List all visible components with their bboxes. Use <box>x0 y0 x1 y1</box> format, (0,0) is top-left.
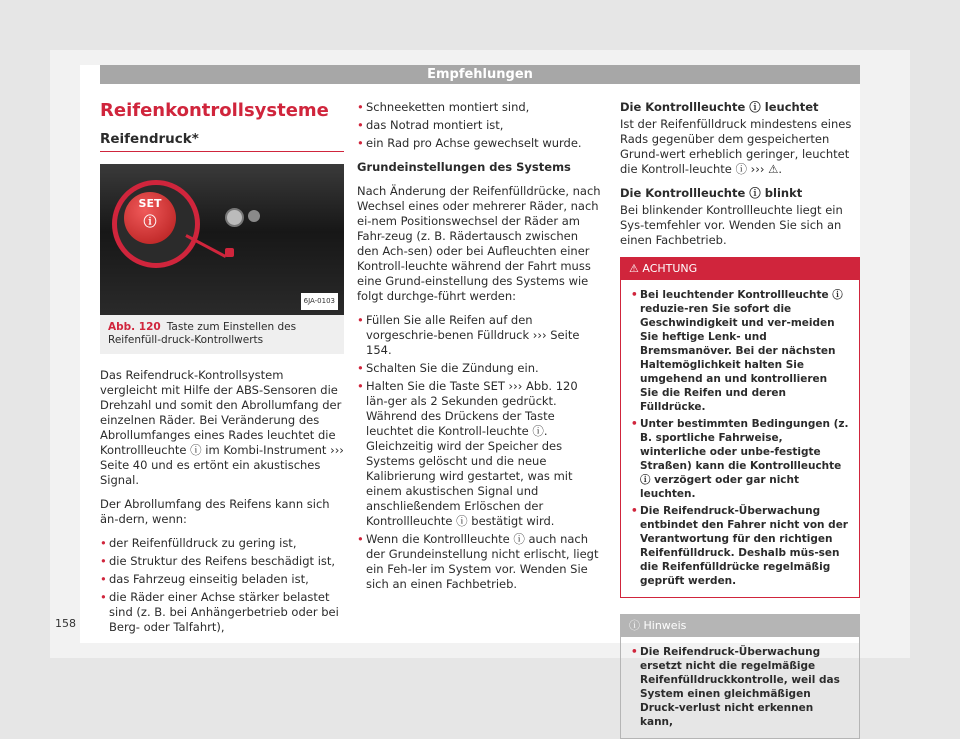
list-item: • Die Reifendruck-Überwachung entbindet den Fahrer nicht von der Verantwortung für den richtigen Reifenfülldruck. Deshalb müs-sen die Reifenfülldrücke regelmäßig geprüft werden. <box>631 504 849 588</box>
list-item: • Schneeketten montiert sind, <box>357 100 601 115</box>
figure-number: Abb. 120 <box>108 321 161 333</box>
tire-pressure-icon: ⓘ <box>143 215 157 230</box>
paragraph: Das Reifendruck-Kontrollsystem vergleicht mit Hilfe der ABS-Sensoren die Drehzahl und somit den Abrollumfang der einzelnen Räder. Bei Veränderung des Abrollumfanges eines Rades leuchtet die Kontrollleuchte ⓘ im Kombi-Instrument ››› Seite 40 und es ertönt ein akustisches Signal. <box>100 368 344 487</box>
console-knob <box>225 208 244 227</box>
note-title: Hinweis <box>643 619 687 632</box>
bullet-list <box>631 645 849 729</box>
section-subtitle: Reifendruck* <box>100 132 344 152</box>
bullet-list <box>100 536 344 635</box>
list-item: • Halten Sie die Taste SET ››› Abb. 120 län-ger als 2 Sekunden gedrückt. Während des Drückens der Taste leuchtet die Kontroll-leuchte ⓘ. Gleichzeitig wird der Speicher des Systems gelöscht und die neue Kalibrierung wird gestartet, was mit einem akustischen Signal und anschließendem Erlöschen der Kontrollleuchte ⓘ bestätigt wird. <box>357 379 601 529</box>
list-item: • die Struktur des Reifens beschädigt ist, <box>100 554 344 569</box>
column-2 <box>357 100 601 601</box>
figure-caption-text: Taste zum Einstellen des Reifenfüll-druck-Kontrollwerts <box>108 321 297 346</box>
column-3 <box>620 100 860 739</box>
bullet-list <box>357 100 601 151</box>
section-header: Empfehlungen <box>100 65 860 84</box>
set-button-label: SET <box>138 197 162 210</box>
list-item: • Bei leuchtender Kontrollleuchte ⓘ reduzie-ren Sie sofort die Geschwindigkeit und ver-meiden Sie heftige Lenk- und Bremsmanöver. Bei der nächsten Haltemöglichkeit halten Sie umgehend an und kontrollieren Sie die Reifen und deren Fülldrücke. <box>631 288 849 414</box>
list-item: • Die Reifendruck-Überwachung ersetzt nicht die regelmäßige Reifenfülldruckkontrolle, weil das System einen gleichmäßigen Druck-verlust nicht erkennen kann, <box>631 645 849 729</box>
note-header <box>621 615 859 637</box>
note-box <box>620 614 860 739</box>
console-socket <box>248 210 260 222</box>
note-body <box>621 637 859 738</box>
list-item: • das Fahrzeug einseitig beladen ist, <box>100 572 344 587</box>
bullet-list <box>631 288 849 588</box>
paragraph: Bei blinkender Kontrollleuchte liegt ein Sys-temfehler vor. Wenden Sie sich an einen Fachbetrieb. <box>620 203 843 247</box>
warning-box <box>620 257 860 598</box>
list-item: • Füllen Sie alle Reifen auf den vorgeschrie-benen Fülldruck ››› Seite 154. <box>357 313 601 358</box>
set-button-closeup <box>124 192 176 244</box>
figure-code: 6JA-0103 <box>301 293 338 310</box>
warning-header <box>621 258 859 280</box>
list-item: • Schalten Sie die Zündung ein. <box>357 361 601 376</box>
page-number: 158 <box>55 617 76 630</box>
figure-image <box>100 164 344 315</box>
figure-caption <box>100 315 344 354</box>
paragraph: Der Abrollumfang des Reifens kann sich än-dern, wenn: <box>100 497 330 526</box>
section-heading: Die Kontrollleuchte ⓘ leuchtet <box>620 100 819 114</box>
column-1 <box>100 100 344 644</box>
warning-title: ACHTUNG <box>642 262 698 275</box>
section-heading: Die Kontrollleuchte ⓘ blinkt <box>620 186 803 200</box>
paragraph: Nach Änderung der Reifenfülldrücke, nach Wechsel eines oder mehrerer Räder, nach ei-nem Positionswechsel der Räder am Fahr-zeug (z. B. Rädertausch zwischen den Ach-sen) oder bei Aufleuchten einer Kontroll-leuchte während der Fahrt muss eine Grund-einstellung des Systems wie folgt durchge-führt werden: <box>357 184 601 303</box>
list-item: • Unter bestimmten Bedingungen (z. B. sportliche Fahrweise, winterliche oder unbe-festigte Straßen) kann die Kontrollleuchte ⓘ verzögert oder gar nicht leuchten. <box>631 417 849 501</box>
warning-triangle-icon: ⚠ <box>629 262 639 275</box>
list-item: • der Reifenfülldruck zu gering ist, <box>100 536 344 551</box>
bullet-list <box>357 313 601 592</box>
info-icon: ⓘ <box>629 619 640 632</box>
warning-body <box>621 280 859 597</box>
page-title: Reifenkontrollsysteme <box>100 100 329 121</box>
list-item: • das Notrad montiert ist, <box>357 118 601 133</box>
list-item: • die Räder einer Achse stärker belastet sind (z. B. bei Anhängerbetrieb oder bei Berg- oder Talfahrt), <box>100 590 344 635</box>
section-heading: Grundeinstellungen des Systems <box>357 160 571 174</box>
list-item: • ein Rad pro Achse gewechselt wurde. <box>357 136 601 151</box>
list-item: • Wenn die Kontrollleuchte ⓘ auch nach der Grundeinstellung nicht erlischt, liegt ein Feh-ler im System vor. Wenden Sie sich an einen Fachbetrieb. <box>357 532 601 592</box>
paragraph: Ist der Reifenfülldruck mindestens eines Rads gegenüber dem gespeicherten Grund-wert erheblich geringer, leuchtet die Kontroll-leuchte ⓘ ››› ⚠. <box>620 117 852 176</box>
console-set-button <box>225 248 234 257</box>
